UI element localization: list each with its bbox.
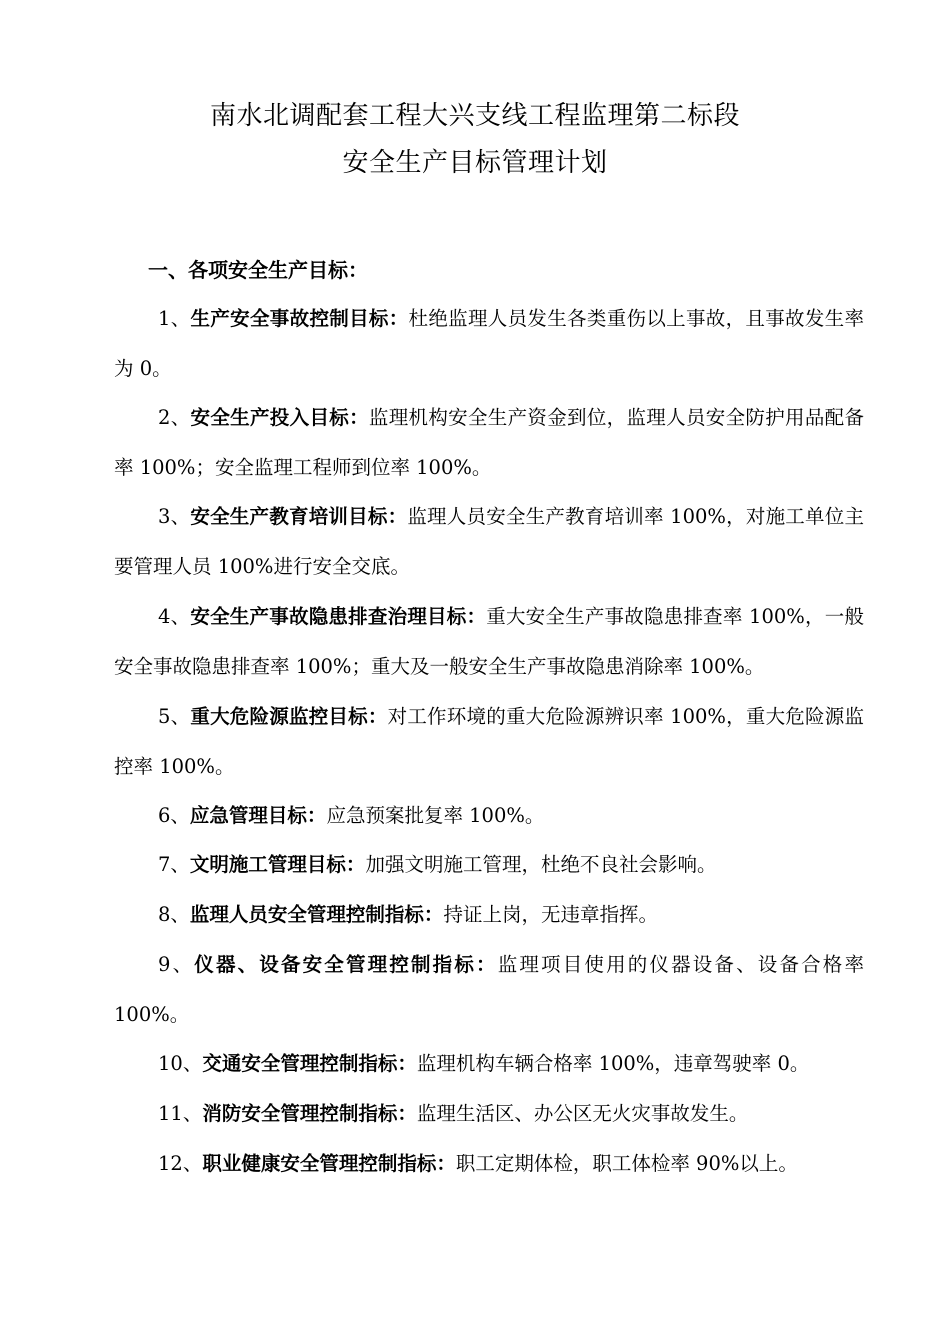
goal-label: 安全生产投入目标： [190,406,369,429]
goal-text: 职工定期体检，职工体检率 90%以上。 [455,1152,798,1175]
goal-item-3 [114,492,864,592]
goal-item-1 [114,294,864,394]
goal-number: 2、 [158,406,191,429]
goal-number: 10、 [158,1052,203,1075]
goal-text: 应急预案批复率 100%。 [326,804,545,827]
goal-number: 4、 [158,605,191,628]
goal-item-6 [114,791,864,841]
goal-text: 杜绝监理人员发生各类重伤以上事故，且事故发生率为 0。 [114,307,864,380]
goal-item-12 [114,1139,864,1189]
goal-label: 生产安全事故控制目标： [190,307,409,330]
goal-text: 加强文明施工管理，杜绝不良社会影响。 [365,853,717,876]
goal-label: 安全生产教育培训目标： [190,505,408,528]
goal-text: 监理人员安全生产教育培训率 100%，对施工单位主要管理人员 100%进行安全交底。 [114,505,864,578]
goal-number: 6、 [158,804,190,827]
goal-item-11 [114,1089,864,1139]
goal-label: 消防安全管理控制指标： [202,1102,417,1125]
goal-item-7 [114,840,864,890]
goal-item-9 [114,940,864,1040]
goal-number: 7、 [158,853,190,876]
goal-label: 监理人员安全管理控制指标： [189,903,444,926]
goal-label: 仪器、设备安全管理控制指标： [194,953,498,976]
document-title-line1: 南水北调配套工程大兴支线工程监理第二标段 [209,101,740,131]
goal-text: 重大安全生产事故隐患排查率 100%，一般安全事故隐患排查率 100%；重大及一般安全生产事故隐患消除率 100%。 [114,605,864,678]
goal-label: 文明施工管理目标： [189,853,366,876]
goal-text: 持证上岗，无违章指挥。 [443,903,658,926]
goal-item-4 [114,592,864,692]
goal-number: 9、 [158,953,195,976]
goal-number: 8、 [158,903,190,926]
goal-item-5 [114,692,864,792]
goal-item-10 [114,1039,864,1089]
document-title-line2: 安全生产目标管理计划 [342,148,608,178]
goal-text: 监理生活区、办公区无火灾事故发生。 [416,1102,749,1125]
section-heading: 一、各项安全生产目标： [148,258,368,282]
goal-text: 对工作环境的重大危险源辨识率 100%，重大危险源监控率 100%。 [114,705,864,778]
goal-label: 应急管理目标： [189,804,327,827]
goal-text: 监理项目使用的仪器设备、设备合格率 100%。 [114,953,864,1026]
goal-label: 交通安全管理控制指标： [202,1052,417,1075]
goal-item-2 [114,393,864,493]
goal-text: 监理机构车辆合格率 100%，违章驾驶率 0。 [416,1052,810,1075]
goal-label: 安全生产事故隐患排查治理目标： [190,605,487,628]
goal-text: 监理机构安全生产资金到位，监理人员安全防护用品配备率 100%；安全监理工程师到位率 100%。 [114,406,864,479]
goal-number: 12、 [158,1152,203,1175]
goal-item-8 [114,890,864,940]
goal-label: 重大危险源监控目标： [190,705,388,728]
goal-number: 3、 [158,505,191,528]
goal-number: 1、 [158,307,191,330]
goal-number: 5、 [158,705,191,728]
goal-number: 11、 [158,1102,203,1125]
goal-label: 职业健康安全管理控制指标： [202,1152,456,1175]
